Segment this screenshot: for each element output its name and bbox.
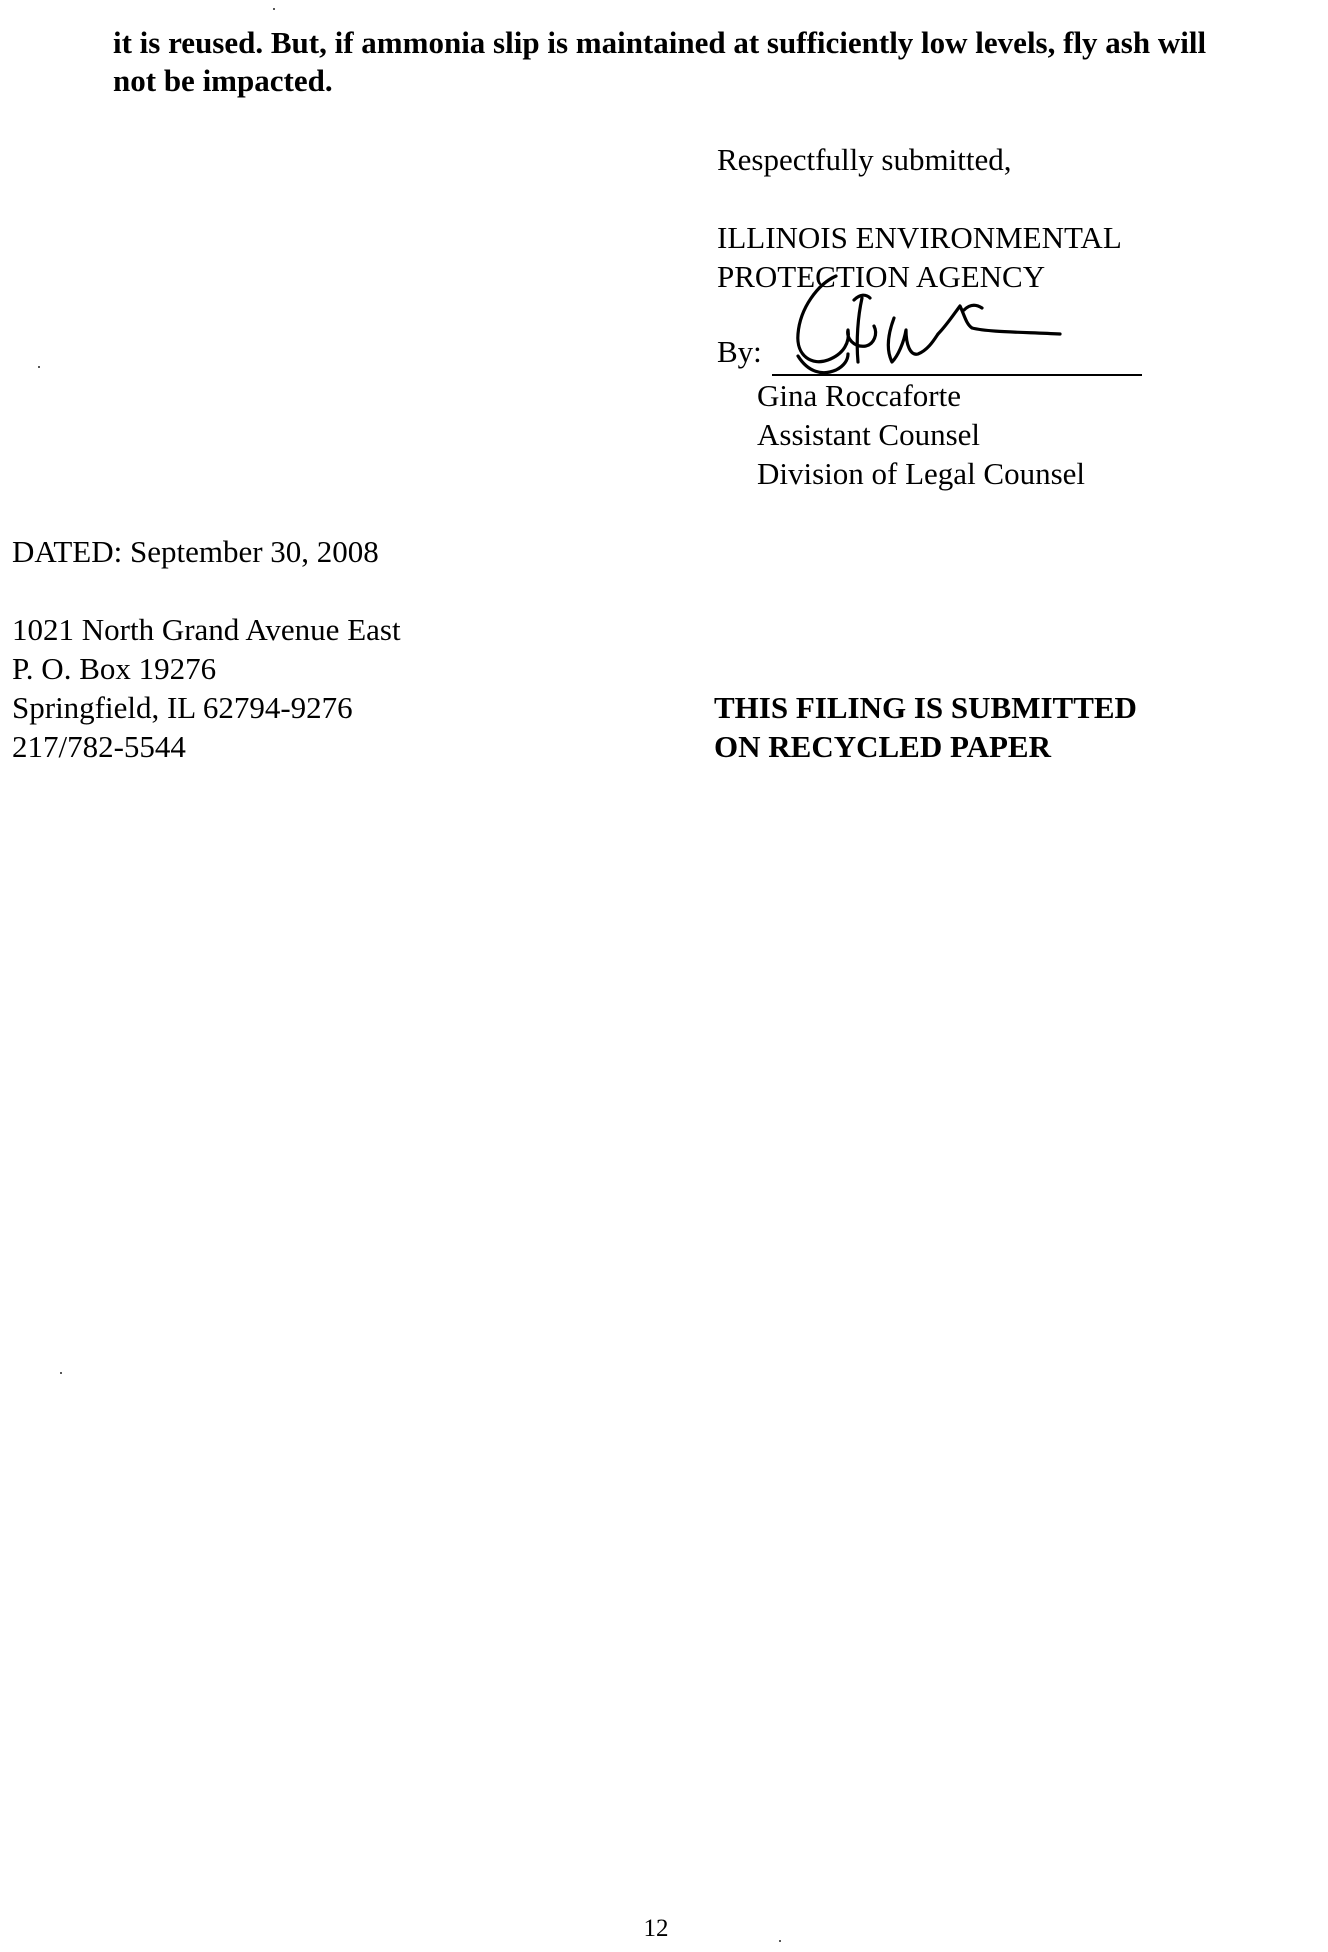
signer-title: Assistant Counsel (757, 417, 981, 452)
paragraph-line-1: it is reused. But, if ammonia slip is maintained at sufficiently low levels, fly ash will (113, 25, 1207, 60)
address-line-1: 1021 North Grand Avenue East (12, 612, 401, 647)
address-line-4: 217/782-5544 (12, 729, 186, 764)
scan-speck (60, 1372, 62, 1374)
page-number-text: 12 (643, 1915, 669, 1942)
recycled-line-2: ON RECYCLED PAPER (714, 729, 1051, 764)
scan-speck (273, 8, 275, 10)
address-line-3: Springfield, IL 62794-9276 (12, 690, 353, 725)
recycled-paper-notice (714, 688, 1137, 766)
agency-line-2: PROTECTION AGENCY (717, 259, 1046, 294)
signer-name: Gina Roccaforte (757, 378, 961, 413)
scan-speck (38, 366, 40, 368)
signer-details (757, 376, 1085, 493)
agency-line-1: ILLINOIS ENVIRONMENTAL (717, 220, 1122, 255)
mailing-address (12, 610, 401, 766)
signer-division: Division of Legal Counsel (757, 456, 1086, 491)
page-number (0, 1914, 1328, 1944)
closing-salutation: Respectfully submitted, (717, 142, 1012, 177)
body-paragraph (113, 24, 1323, 100)
recycled-line-1: THIS FILING IS SUBMITTED (714, 690, 1137, 725)
handwritten-signature (778, 264, 1078, 382)
paragraph-line-2: not be impacted. (113, 63, 333, 98)
dated-line: DATED: September 30, 2008 (12, 534, 379, 569)
by-label: By: (717, 334, 762, 369)
address-line-2: P. O. Box 19276 (12, 651, 217, 686)
